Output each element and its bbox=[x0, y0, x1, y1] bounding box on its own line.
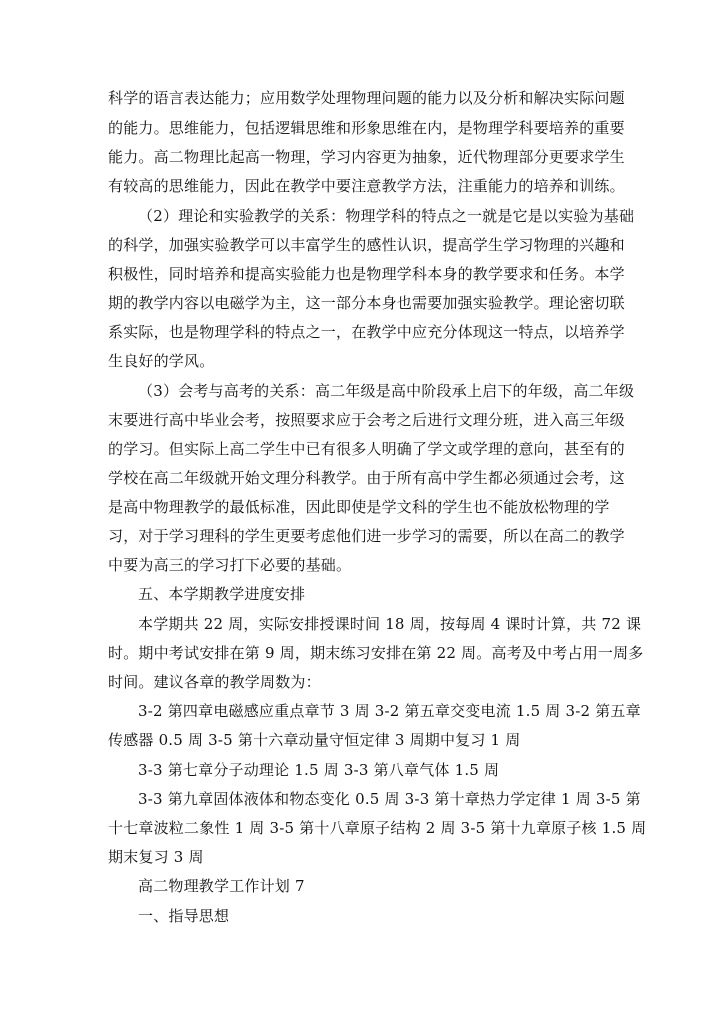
text-line: 的能力。思维能力，包括逻辑思维和形象思维在内，是物理学科要培养的重要 bbox=[108, 119, 625, 137]
text-line: （3）会考与高考的关系：高二年级是高中阶段承上启下的年级，高二年级 bbox=[138, 382, 635, 400]
text-line: 传感器 0.5 周 3-5 第十六章动量守恒定律 3 周期中复习 1 周 bbox=[108, 731, 521, 749]
text-line: 中要为高三的学习打下必要的基础。 bbox=[108, 556, 352, 574]
section-heading: 五、本学期教学进度安排 bbox=[138, 585, 306, 603]
text-line: 科学的语言表达能力；应用数学处理物理问题的能力以及分析和解决实际问题 bbox=[108, 89, 625, 107]
text-line: 3-2 第四章电磁感应重点章节 3 周 3-2 第五章交变电流 1.5 周 3-2 第五章 bbox=[138, 702, 641, 720]
document-title: 高二物理教学工作计划 7 bbox=[138, 877, 305, 895]
text-line: 系实际，也是物理学科的特点之一，在教学中应充分体现这一特点，以培养学 bbox=[108, 323, 625, 341]
text-line: 3-3 第七章分子动理论 1.5 周 3-3 第八章气体 1.5 周 bbox=[138, 761, 500, 779]
text-line: 生良好的学风。 bbox=[108, 352, 215, 370]
text-line: 能力。高二物理比起高一物理，学习内容更为抽象，近代物理部分更要求学生 bbox=[108, 148, 625, 166]
text-line: 的学习。但实际上高二学生中已有很多人明确了学文或学理的意向，甚至有的 bbox=[108, 440, 625, 458]
text-line: 积极性，同时培养和提高实验能力也是物理学科本身的教学要求和任务。本学 bbox=[108, 265, 625, 283]
text-line: 十七章波粒二象性 1 周 3-5 第十八章原子结构 2 周 3-5 第十九章原子核 1.5 周 bbox=[108, 819, 647, 837]
text-line: 时间。建议各章的教学周数为： bbox=[108, 673, 321, 691]
text-line: 习，对于学习理科的学生更要考虑他们进一步学习的需要，所以在高二的教学 bbox=[108, 527, 625, 545]
text-line: （2）理论和实验教学的关系：物理学科的特点之一就是它是以实验为基础 bbox=[138, 207, 635, 225]
text-line: 学校在高二年级就开始文理分科教学。由于所有高中学生都必须通过会考，这 bbox=[108, 469, 625, 487]
text-line: 时。期中考试安排在第 9 周，期末练习安排在第 22 周。高考及中考占用一周多 bbox=[108, 644, 644, 662]
text-line: 有较高的思维能力，因此在教学中要注意教学方法，注重能力的培养和训练。 bbox=[108, 177, 625, 195]
text-line: 期的教学内容以电磁学为主，这一部分本身也需要加强实验教学。理论密切联 bbox=[108, 294, 625, 312]
text-line: 本学期共 22 周，实际安排授课时间 18 周，按每周 4 课时计算，共 72 课 bbox=[138, 615, 642, 633]
text-line: 的科学，加强实验教学可以丰富学生的感性认识，提高学生学习物理的兴趣和 bbox=[108, 236, 625, 254]
section-heading: 一、指导思想 bbox=[138, 907, 230, 925]
text-line: 期末复习 3 周 bbox=[108, 848, 204, 866]
text-line: 是高中物理教学的最低标准，因此即使是学文科的学生也不能放松物理的学 bbox=[108, 498, 610, 516]
text-line: 末要进行高中毕业会考，按照要求应于会考之后进行文理分班，进入高三年级 bbox=[108, 411, 625, 429]
text-line: 3-3 第九章固体液体和物态变化 0.5 周 3-3 第十章热力学定律 1 周 3-5 第 bbox=[138, 790, 641, 808]
